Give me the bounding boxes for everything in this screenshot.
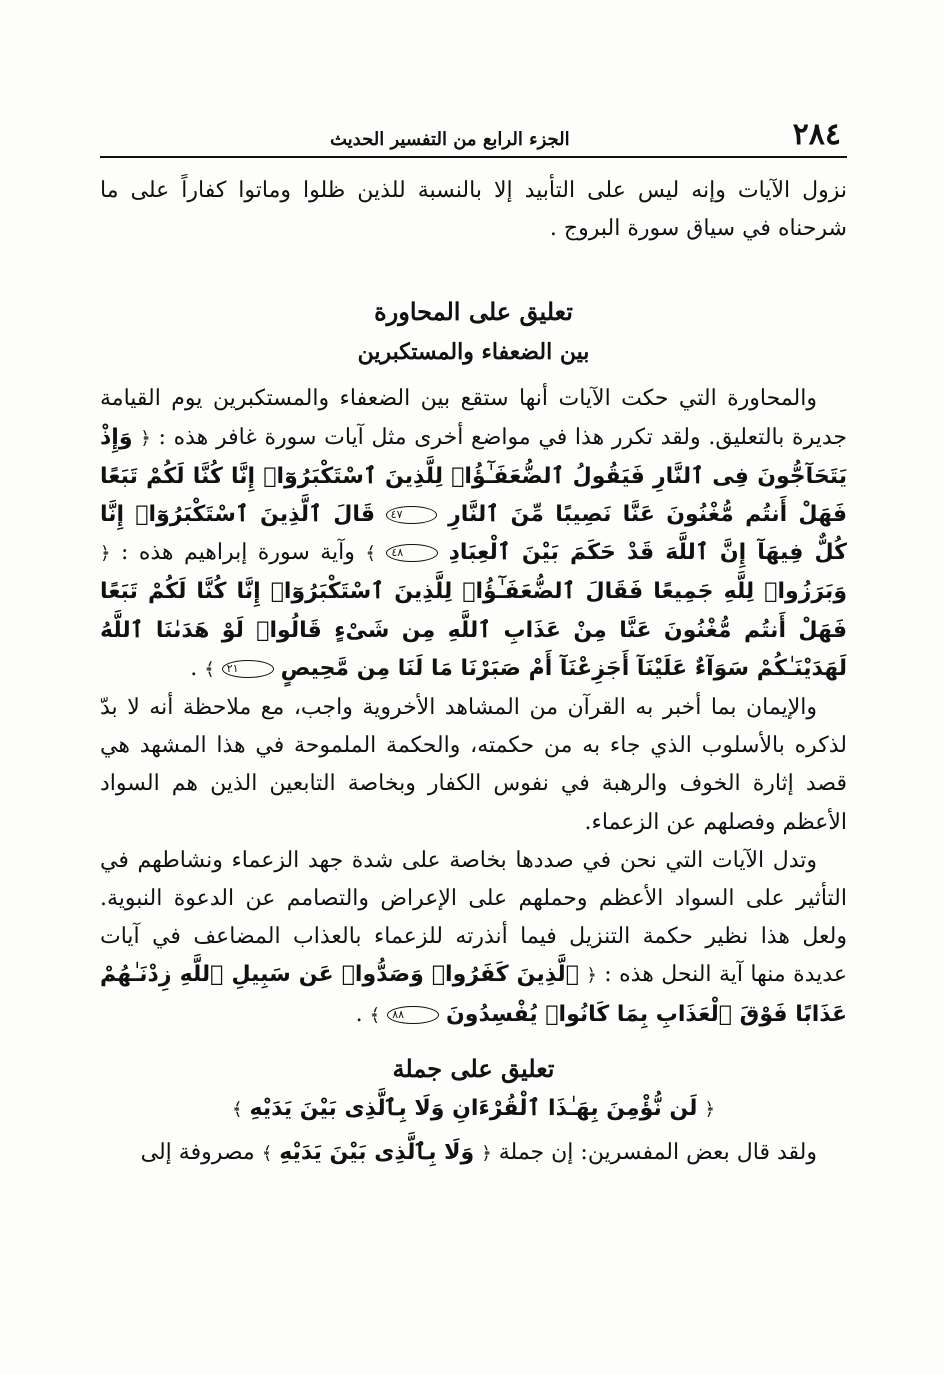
ornament-open: ﴿ (140, 427, 151, 449)
section1-title-line2: بين الضعفاء والمستكبرين (357, 339, 590, 366)
p1-text-b: وآية سورة إبراهيم هذه : (121, 540, 355, 566)
ornament-close: ﴾ (369, 1004, 381, 1026)
verse-number-47: ٤٧ (386, 506, 438, 524)
ornament-open: ﴿ (481, 1142, 492, 1164)
ornament-close: ﴾ (365, 543, 376, 565)
ornament-close: ﴾ (204, 658, 215, 680)
intro-paragraph: نزول الآيات وإنه ليس على التأبيد إلا بالنسبة للذين ظلوا وماتوا كفاراً على ما شرحناه في سياق سورة البروج . (100, 178, 847, 242)
section1-paragraph-2: والإيمان بما أخبر به القرآن من المشاهد الأخروية واجب، مع ملاحظة أنه لا بدّ لذكره بالأسلوب الذي جاء به من حكمته، والحكمة الملموحة في هذا المشهد هي قصد إثارة الخوف والرهبة في نفوس الكفار وبخاصة التابعين الذين هم السواد الأعظم وفصلهم عن الزعماء. (100, 695, 847, 835)
ornament-close: ﴾ (232, 1098, 243, 1120)
section1-paragraph-3: وتدل الآيات التي نحن في صددها بخاصة على شدة جهد الزعماء ونشاطهم في التأثير على السواد الأعظم وحملهم على الإعراض والتصامم عن الدعوة النبوية. ولعل هذا نظير حكمة التنزيل فيما أنذرته للزعماء بالعذاب المضاعف في آيات عديدة منها آية النحل هذه : ﴿ ٱلَّذِينَ كَفَرُوا۟ وَصَدُّوا۟ عَن سَبِيلِ ٱللَّهِ زِدْنَـٰهُمْ عَذَابًا فَوْقَ ٱلْعَذَابِ بِمَا كَانُوا۟ يُفْسِدُونَ ٨٨ ﴾ . (100, 847, 847, 1027)
quran-ghafir-47: وَإِذْ يَتَحَآجُّونَ فِى ٱلنَّارِ فَيَقُولُ ٱلضُّعَفَـٰٓؤُا۟ لِلَّذِينَ ٱسْتَكْبَرُوٓا۟ إِنَّا كُنَّا لَكُمْ تَبَعًا فَهَلْ أَنتُم مُّغْنُونَ عَنَّا نَصِيبًا مِّنَ ٱلنَّارِ (100, 424, 847, 528)
ornament-open: ﴿ (704, 1098, 715, 1120)
page-number: ٢٨٤ (792, 117, 841, 152)
quran-ghafir-48: قَالَ ٱلَّذِينَ ٱسْتَكْبَرُوٓا۟ إِنَّا كُلٌّ فِيهَآ إِنَّ ٱللَّهَ قَدْ حَكَمَ بَيْنَ ٱلْعِبَادِ (100, 502, 847, 566)
section1-title-line1: تعليق على المحاورة (374, 297, 573, 327)
page-header (100, 110, 847, 158)
section2-paragraph (100, 1134, 847, 1173)
verse-number-48: ٤٨ (386, 544, 438, 562)
quran-saba-31: لَن نُّؤْمِنَ بِهَـٰذَا ٱلْقُرْءَانِ وَلَا بِٱلَّذِى بَيْنَ يَدَيْهِ (249, 1095, 698, 1121)
ornament-open: ﴿ (586, 965, 597, 987)
section2-title: تعليق على جملة (392, 1053, 555, 1083)
running-title: الجزء الرابع من التفسير الحديث (330, 129, 570, 150)
s2-text-a: ولقد قال بعض المفسرين: إن جملة (498, 1139, 817, 1165)
section1-paragraph-1: والمحاورة التي حكت الآيات أنها ستقع بين الضعفاء والمستكبرين يوم القيامة جديرة بالتعليق. ولقد تكرر هذا في مواضع أخرى مثل آيات سورة غافر هذه : ﴿ وَإِذْ يَتَحَآجُّونَ فِى ٱلنَّارِ فَيَقُولُ ٱلضُّعَفَـٰٓؤُا۟ لِلَّذِينَ ٱسْتَكْبَرُوٓا۟ إِنَّا كُنَّا لَكُمْ تَبَعًا فَهَلْ أَنتُم مُّغْنُونَ عَنَّا نَصِيبًا مِّنَ ٱلنَّارِ ٤٧ قَالَ ٱلَّذِينَ ٱسْتَكْبَرُوٓا۟ إِنَّا كُلٌّ فِيهَآ إِنَّ ٱللَّهَ قَدْ حَكَمَ بَيْنَ ٱلْعِبَادِ ٤٨ ﴾ وآية سورة إبراهيم هذه : ﴿ وَبَرَزُوا۟ لِلَّهِ جَمِيعًا فَقَالَ ٱلضُّعَفَـٰٓؤُا۟ لِلَّذِينَ ٱسْتَكْبَرُوٓا۟ إِنَّا كُنَّا لَكُمْ تَبَعًا فَهَلْ أَنتُم مُّغْنُونَ عَنَّا مِنْ عَذَابِ ٱللَّهِ مِن شَىْءٍ قَالُوا۟ لَوْ هَدَىٰنَا ٱللَّهُ لَهَدَيْنَـٰكُمْ سَوَآءٌ عَلَيْنَآ أَجَزِعْنَآ أَمْ صَبَرْنَا مَا لَنَا مِن مَّحِيصٍ ٢١ ﴾ . (100, 386, 847, 681)
s2-text-b: مصروفة إلى (140, 1139, 255, 1165)
ornament-close: ﴾ (261, 1142, 273, 1164)
quran-nahl-88: ٱلَّذِينَ كَفَرُوا۟ وَصَدُّوا۟ عَن سَبِيلِ ٱللَّهِ زِدْنَـٰهُمْ عَذَابًا فَوْقَ ٱلْعَذَابِ بِمَا كَانُوا۟ يُفْسِدُونَ (100, 962, 847, 1027)
p3-text: وتدل الآيات التي نحن في صددها بخاصة على شدة جهد الزعماء ونشاطهم في التأثير على السواد الأعظم وحملهم على الإعراض والتصامم عن الدعوة النبوية. ولعل هذا نظير حكمة التنزيل فيما أنذرته للزعماء بالعذاب المضاعف في آيات عديدة منها آية النحل هذه : (100, 847, 847, 988)
verse-number-21: ٢١ (222, 660, 274, 678)
ornament-open: ﴿ (100, 543, 111, 565)
quran-phrase: وَلَا بِٱلَّذِى بَيْنَ يَدَيْهِ (279, 1139, 475, 1165)
quran-ibrahim-21: وَبَرَزُوا۟ لِلَّهِ جَمِيعًا فَقَالَ ٱلضُّعَفَـٰٓؤُا۟ لِلَّذِينَ ٱسْتَكْبَرُوٓا۟ إِنَّا كُنَّا لَكُمْ تَبَعًا فَهَلْ أَنتُم مُّغْنُونَ عَنَّا مِنْ عَذَابِ ٱللَّهِ مِن شَىْءٍ قَالُوا۟ لَوْ هَدَىٰنَا ٱللَّهُ لَهَدَيْنَـٰكُمْ سَوَآءٌ عَلَيْنَآ أَجَزِعْنَآ أَمْ صَبَرْنَا مَا لَنَا مِن مَّحِيصٍ (100, 579, 847, 681)
section2-ayah (100, 1089, 847, 1130)
verse-number-88: ٨٨ (387, 1006, 439, 1024)
document-page (100, 110, 847, 1340)
p1-text-a: والمحاورة التي حكت الآيات أنها ستقع بين الضعفاء والمستكبرين يوم القيامة جديرة بالتعليق. ولقد تكرر هذا في مواضع أخرى مثل آيات سورة غافر هذه : (100, 386, 847, 450)
